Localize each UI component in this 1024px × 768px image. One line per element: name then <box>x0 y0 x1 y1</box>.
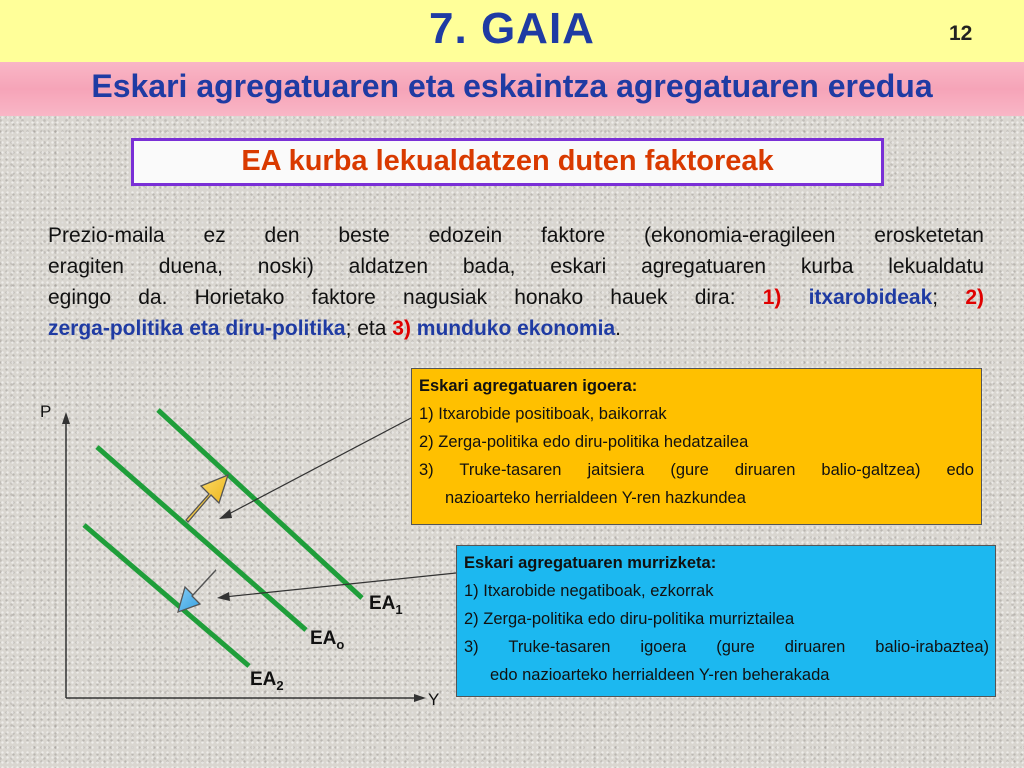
shift-left-arrow <box>178 570 216 612</box>
decrease-box-title: Eskari agregatuaren murrizketa: <box>464 554 717 572</box>
section-heading: EA kurba lekualdatzen duten faktoreak <box>241 145 774 177</box>
curve-ea0 <box>97 447 306 630</box>
curve-ea1 <box>158 410 362 598</box>
factor-number-2: 2) <box>965 286 984 309</box>
slide-title: 7. GAIA <box>429 4 595 53</box>
decrease-item-1: 1) Itxarobide negatiboak, ezkorrak <box>464 582 714 600</box>
slide-number: 12 <box>949 22 973 45</box>
increase-item-3-cont: nazioarteko herrialdeen Y-ren hazkundea <box>445 489 746 507</box>
y-axis-arrowhead <box>62 412 70 424</box>
decrease-item-3-cont: edo nazioarteko herrialdeen Y-ren beherakada <box>490 666 830 684</box>
factor-expectations: itxarobideak <box>808 286 933 309</box>
shift-right-arrow <box>186 475 228 522</box>
decrease-item-2: 2) Zerga-politika edo diru-politika murriztailea <box>464 610 795 628</box>
increase-pointer-line <box>225 418 411 516</box>
increase-pointer-arrowhead <box>219 509 232 519</box>
factor-number-1: 1) <box>762 286 782 309</box>
x-axis-arrowhead <box>414 694 426 702</box>
increase-box-title: Eskari agregatuaren igoera: <box>419 377 638 395</box>
label-ea0: $EA_o$ <box>310 628 345 652</box>
label-ea1: $EA_1$ <box>369 593 403 617</box>
factor-number-3: 3) <box>392 317 411 340</box>
label-ea2: $EA_2$ <box>250 669 284 693</box>
separator-2: ; eta <box>345 317 393 340</box>
factor-policy: zerga-politika eta diru-politika <box>48 317 346 340</box>
paragraph-line-2: eragiten duena, noski) aldatzen bada, eskari agregatuaren kurba lekualdatu <box>48 255 984 278</box>
decrease-item-3: 3) Truke-tasaren igoera (gure diruaren balio-irabaztea) <box>464 638 989 656</box>
paragraph-line-1: Prezio-maila ez den beste edozein faktore (ekonomia-eragileen erosketetan <box>48 224 984 247</box>
increase-item-2: 2) Zerga-politika edo diru-politika hedatzailea <box>419 433 749 451</box>
decrease-pointer-arrowhead <box>217 592 230 601</box>
slide-subtitle: Eskari agregatuaren eta eskaintza agregatuaren eredua <box>91 68 933 104</box>
increase-item-3: 3) Truke-tasaren jaitsiera (gure diruaren balio-galtzea) edo <box>419 461 974 479</box>
separator-1: ; <box>932 286 966 309</box>
factor-world-economy: munduko ekonomia <box>416 317 616 340</box>
paragraph-line-3-text: egingo da. Horietako faktore nagusiak honako hauek dira: <box>48 286 763 309</box>
x-axis-label: Y <box>428 690 440 709</box>
y-axis-label: P <box>40 402 52 421</box>
increase-item-1: 1) Itxarobide positiboak, baikorrak <box>419 405 667 423</box>
paragraph-end: . <box>615 317 621 340</box>
